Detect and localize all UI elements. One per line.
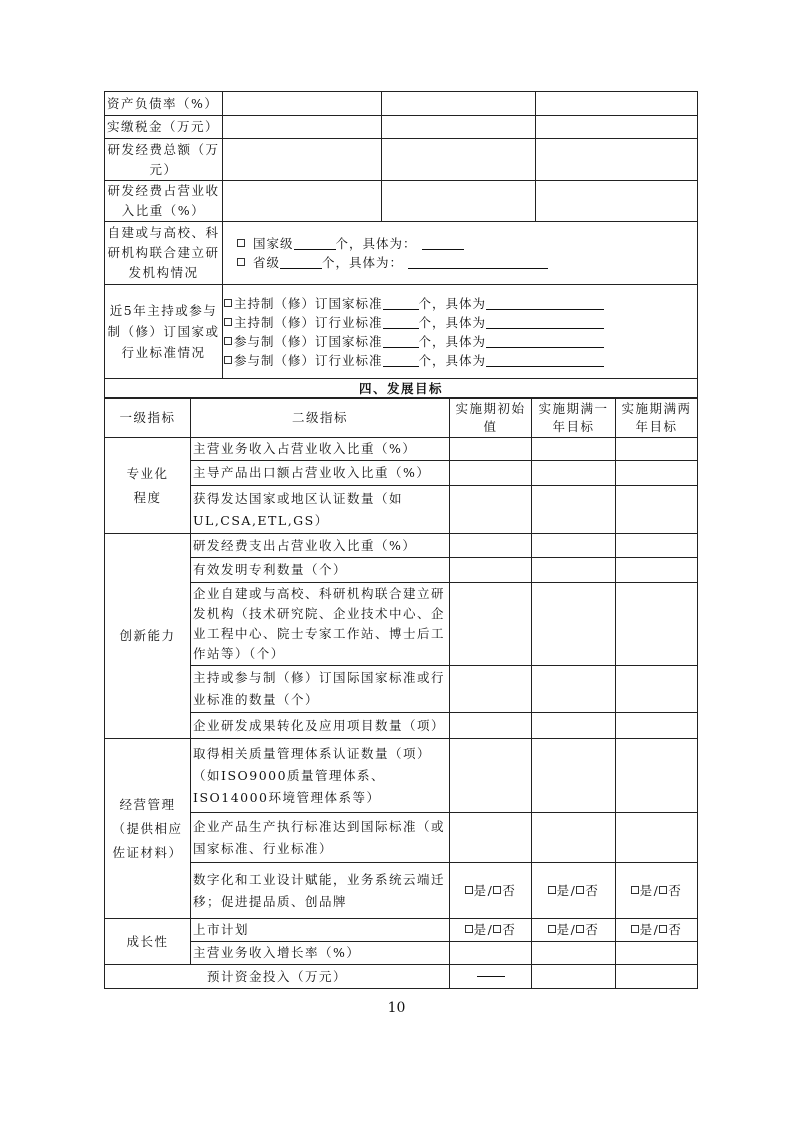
count-blank[interactable] xyxy=(383,333,419,348)
yes-no-choice[interactable] xyxy=(616,863,698,919)
option-national xyxy=(237,234,695,253)
option-label: 主持制（修）订行业标准 xyxy=(234,314,383,330)
value-cell[interactable] xyxy=(382,92,536,116)
indicator: 上市计划 xyxy=(191,919,450,942)
checkbox-yes[interactable] xyxy=(548,925,556,933)
table-row xyxy=(105,583,698,666)
detail-blank[interactable] xyxy=(486,352,604,367)
detail-blank[interactable] xyxy=(408,254,548,269)
detail-blank[interactable] xyxy=(486,333,604,348)
option-label: 参与制（修）订国家标准 xyxy=(234,333,383,349)
value-cell[interactable] xyxy=(616,965,698,989)
value-cell[interactable] xyxy=(616,813,698,863)
page-number: 10 xyxy=(387,1000,406,1016)
checkbox-yes[interactable] xyxy=(465,925,473,933)
row-label: 研发经费总额（万元） xyxy=(105,139,223,181)
separator: / xyxy=(570,922,577,937)
separator: / xyxy=(653,882,660,898)
indicator: 企业自建或与高校、科研机构联合建立研发机构（技术研究院、企业技术中心、企业工程中心、院士专家工作站、博士后工作站等）（个） xyxy=(191,583,450,666)
checkbox[interactable] xyxy=(224,337,232,345)
yes-label: 是 xyxy=(639,922,654,937)
value-cell[interactable] xyxy=(532,813,616,863)
value-cell[interactable] xyxy=(450,666,532,713)
option-unit: 个，具体为： xyxy=(322,255,404,270)
group-label: 专业化程度 xyxy=(105,438,191,534)
option-unit: 个，具体为 xyxy=(418,295,487,311)
indicator: 有效发明专利数量（个） xyxy=(191,558,450,583)
option-label: 省级 xyxy=(253,255,281,270)
value-cell[interactable] xyxy=(616,461,698,486)
row-label: 自建或与高校、科研机构联合建立研发机构情况 xyxy=(105,222,223,285)
checkbox-yes[interactable] xyxy=(465,886,473,894)
header-year2: 实施期满两年目标 xyxy=(616,398,698,438)
enterprise-info-table xyxy=(104,91,698,399)
value-cell[interactable] xyxy=(532,713,616,739)
standards-option xyxy=(224,313,695,332)
indicator: 主导产品出口额占营业收入比重（%） xyxy=(191,461,450,486)
option-label: 主持制（修）订国家标准 xyxy=(234,295,383,311)
value-cell[interactable] xyxy=(382,139,536,181)
group-label: 成长性 xyxy=(105,919,191,965)
investment-row xyxy=(105,965,698,989)
header-row xyxy=(105,398,698,438)
value-cell[interactable] xyxy=(450,438,532,461)
no-label: 否 xyxy=(585,922,600,937)
checkbox-no[interactable] xyxy=(493,925,501,933)
value-cell[interactable] xyxy=(450,534,532,558)
indicator: 主持或参与制（修）订国际国家标准或行业标准的数量（个） xyxy=(191,666,450,713)
header-initial: 实施期初始值 xyxy=(450,398,532,438)
option-unit: 个，具体为 xyxy=(418,314,487,330)
table-row xyxy=(105,438,698,461)
value-cell[interactable] xyxy=(616,666,698,713)
value-cell[interactable] xyxy=(382,181,536,222)
checkbox-no[interactable] xyxy=(659,886,667,894)
indicator: 获得发达国家或地区认证数量（如UL,CSA,ETL,GS） xyxy=(191,486,450,534)
count-blank[interactable] xyxy=(294,235,336,250)
yes-no-choice[interactable] xyxy=(616,919,698,942)
checkbox[interactable] xyxy=(224,299,232,307)
dash-mark xyxy=(477,976,505,977)
indicator: 企业产品生产执行标准达到国际标准（或国家标准、行业标准） xyxy=(191,813,450,863)
checkbox-yes[interactable] xyxy=(548,886,556,894)
value-cell[interactable] xyxy=(536,181,698,222)
value-cell[interactable] xyxy=(616,558,698,583)
value-cell[interactable] xyxy=(450,813,532,863)
value-cell[interactable] xyxy=(616,713,698,739)
value-cell[interactable] xyxy=(532,558,616,583)
option-unit: 个，具体为 xyxy=(418,333,487,349)
investment-initial xyxy=(450,965,532,989)
yes-label: 是 xyxy=(639,882,654,898)
yes-no-choice[interactable] xyxy=(450,863,532,919)
value-cell[interactable] xyxy=(616,438,698,461)
table-row xyxy=(105,285,698,379)
header-level1: 一级指标 xyxy=(105,398,191,438)
value-cell[interactable] xyxy=(223,116,382,139)
table-row xyxy=(105,92,698,116)
checkbox-no[interactable] xyxy=(576,925,584,933)
table-row xyxy=(105,558,698,583)
yes-no-choice[interactable] xyxy=(532,919,616,942)
separator: / xyxy=(653,922,660,937)
yes-no-choice[interactable] xyxy=(532,863,616,919)
value-cell[interactable] xyxy=(616,486,698,534)
value-cell[interactable] xyxy=(223,92,382,116)
count-blank[interactable] xyxy=(280,254,322,269)
value-cell[interactable] xyxy=(616,534,698,558)
value-cell[interactable] xyxy=(450,486,532,534)
value-cell[interactable] xyxy=(450,558,532,583)
checkbox-yes[interactable] xyxy=(631,925,639,933)
investment-label: 预计资金投入（万元） xyxy=(105,965,450,989)
indicator: 企业研发成果转化及应用项目数量（项） xyxy=(191,713,450,739)
table-row xyxy=(105,919,698,942)
table-row xyxy=(105,813,698,863)
standards-option xyxy=(224,294,695,313)
count-blank[interactable] xyxy=(383,295,419,310)
checkbox-yes[interactable] xyxy=(631,886,639,894)
value-cell[interactable] xyxy=(382,116,536,139)
value-cell[interactable] xyxy=(532,942,616,965)
checkbox[interactable] xyxy=(237,258,245,266)
value-cell[interactable] xyxy=(616,942,698,965)
value-cell[interactable] xyxy=(536,92,698,116)
table-row xyxy=(105,534,698,558)
count-blank[interactable] xyxy=(383,352,419,367)
header-level2: 二级指标 xyxy=(191,398,450,438)
standards-option xyxy=(224,332,695,351)
indicator: 主营业务收入占营业收入比重（%） xyxy=(191,438,450,461)
section-title: 四、发展目标 xyxy=(105,379,698,399)
value-cell[interactable] xyxy=(532,965,616,989)
value-cell[interactable] xyxy=(532,461,616,486)
value-cell[interactable] xyxy=(532,666,616,713)
row-label: 研发经费占营业收入比重（%） xyxy=(105,181,223,222)
table-row xyxy=(105,863,698,919)
value-cell[interactable] xyxy=(532,438,616,461)
option-label: 参与制（修）订行业标准 xyxy=(234,352,383,368)
no-label: 否 xyxy=(668,882,683,898)
standards-options xyxy=(223,285,698,379)
table-row xyxy=(105,713,698,739)
detail-blank[interactable] xyxy=(486,314,604,329)
standards-option xyxy=(224,351,695,370)
header-year1: 实施期满一年目标 xyxy=(532,398,616,438)
value-cell[interactable] xyxy=(450,461,532,486)
checkbox[interactable] xyxy=(224,318,232,326)
checkbox-no[interactable] xyxy=(576,886,584,894)
yes-label: 是 xyxy=(473,922,488,937)
separator: / xyxy=(570,882,577,898)
table-row xyxy=(105,222,698,285)
table-row xyxy=(105,181,698,222)
value-cell[interactable] xyxy=(616,739,698,813)
option-unit: 个，具体为 xyxy=(418,352,487,368)
separator: / xyxy=(487,922,494,937)
value-cell[interactable] xyxy=(450,713,532,739)
value-cell[interactable] xyxy=(616,583,698,666)
value-cell[interactable] xyxy=(223,139,382,181)
checkbox[interactable] xyxy=(237,239,245,247)
checkbox-no[interactable] xyxy=(659,925,667,933)
indicator: 主营业务收入增长率（%） xyxy=(191,942,450,965)
rd-institution-options xyxy=(223,222,698,285)
no-label: 否 xyxy=(585,882,600,898)
option-provincial xyxy=(237,253,695,272)
checkbox[interactable] xyxy=(224,356,232,364)
value-cell[interactable] xyxy=(536,139,698,181)
value-cell[interactable] xyxy=(450,739,532,813)
value-cell[interactable] xyxy=(532,583,616,666)
table-row xyxy=(105,461,698,486)
development-goals-table xyxy=(104,397,698,989)
row-label: 资产负债率（%） xyxy=(105,92,223,116)
section-title-row xyxy=(105,379,698,399)
option-unit: 个，具体为： xyxy=(335,236,417,251)
table-row xyxy=(105,139,698,181)
option-label: 国家级 xyxy=(253,236,294,251)
table-row xyxy=(105,116,698,139)
yes-label: 是 xyxy=(556,882,571,898)
yes-label: 是 xyxy=(473,882,488,898)
table-row xyxy=(105,666,698,713)
value-cell[interactable] xyxy=(532,739,616,813)
indicator: 取得相关质量管理体系认证数量（项）（如ISO9000质量管理体系、ISO14000环境管理体系等） xyxy=(191,739,450,813)
row-label: 实缴税金（万元） xyxy=(105,116,223,139)
separator: / xyxy=(487,882,494,898)
group-label: 创新能力 xyxy=(105,534,191,739)
no-label: 否 xyxy=(502,882,517,898)
table-row xyxy=(105,486,698,534)
yes-no-choice[interactable] xyxy=(450,919,532,942)
indicator: 数字化和工业设计赋能，业务系统云端迁移；促进提品质、创品牌 xyxy=(191,863,450,919)
value-cell[interactable] xyxy=(450,583,532,666)
yes-label: 是 xyxy=(556,922,571,937)
checkbox-no[interactable] xyxy=(493,886,501,894)
table-row xyxy=(105,942,698,965)
indicator: 研发经费支出占营业收入比重（%） xyxy=(191,534,450,558)
value-cell[interactable] xyxy=(532,486,616,534)
group-label: 经营管理（提供相应佐证材料） xyxy=(105,739,191,919)
table-row xyxy=(105,739,698,813)
count-blank[interactable] xyxy=(383,314,419,329)
value-cell[interactable] xyxy=(223,181,382,222)
value-cell[interactable] xyxy=(532,534,616,558)
no-label: 否 xyxy=(502,922,517,937)
value-cell[interactable] xyxy=(536,116,698,139)
value-cell[interactable] xyxy=(450,942,532,965)
row-label: 近5年主持或参与制（修）订国家或行业标准情况 xyxy=(105,285,223,379)
no-label: 否 xyxy=(668,922,683,937)
detail-blank[interactable] xyxy=(486,295,604,310)
detail-blank[interactable] xyxy=(422,235,464,250)
